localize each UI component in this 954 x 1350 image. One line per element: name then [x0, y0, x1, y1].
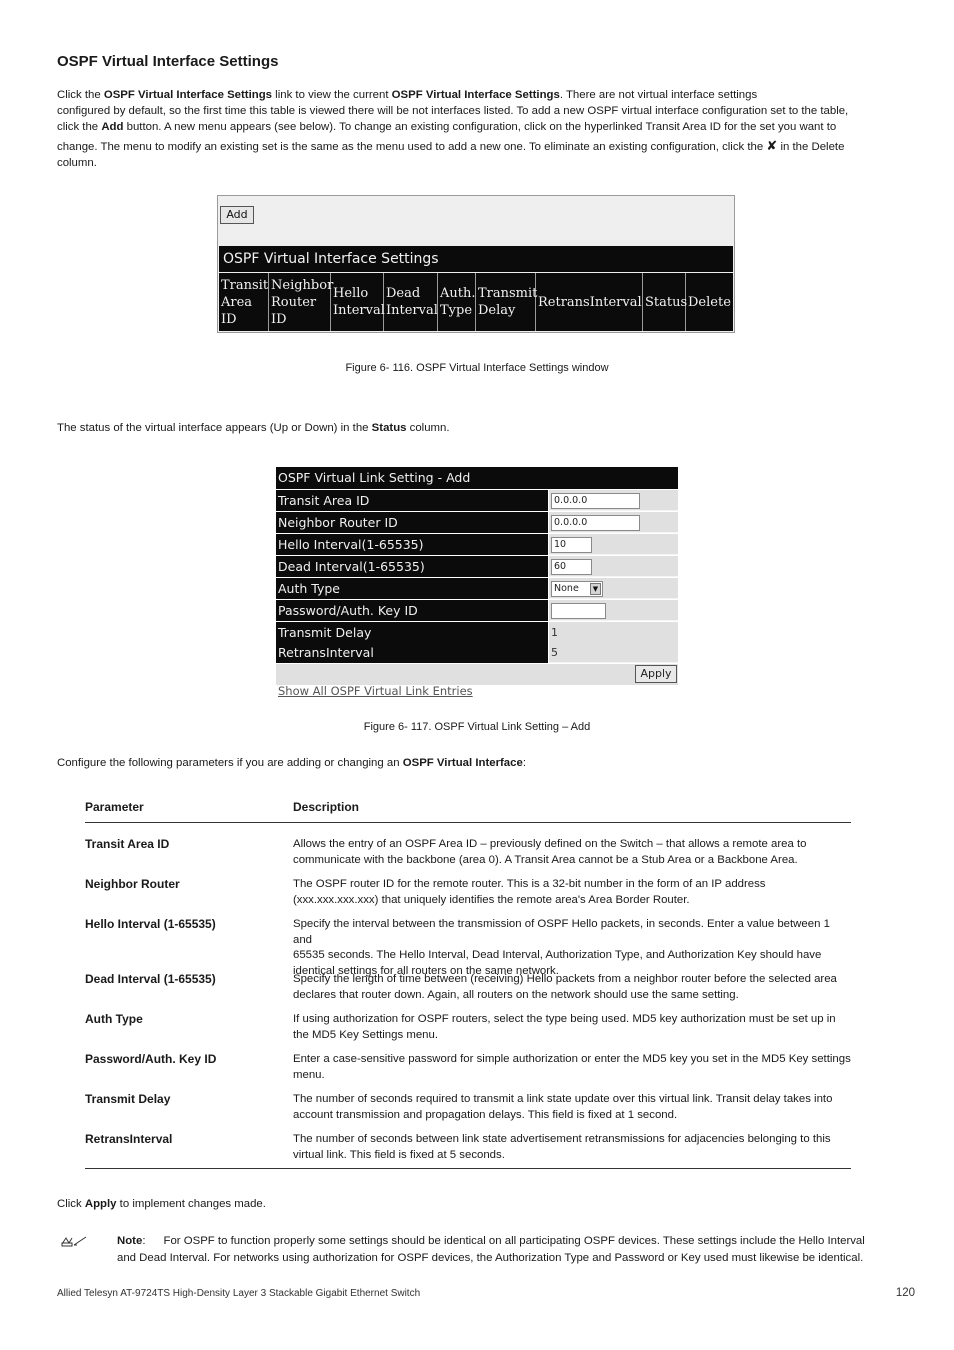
form-value-cell — [549, 490, 678, 511]
apply-button[interactable]: Apply — [635, 665, 677, 683]
param-name: Hello Interval (1-65535) — [85, 917, 216, 931]
form-title-bar: OSPF Virtual Link Setting - Add — [276, 467, 678, 489]
description-line: the MD5 Key Settings menu. — [293, 1028, 438, 1041]
table-row — [85, 837, 851, 877]
intro-bold: Add — [101, 121, 124, 133]
table-header-row — [219, 273, 733, 331]
intro-line-2: configured by default, so the first time this table is viewed there will be not interfaces listed. To add a new OSPF virtual interface configuration set to the table, — [57, 105, 849, 117]
transit-area-id-input[interactable]: 0.0.0.0 — [551, 493, 640, 509]
note-block — [117, 1233, 899, 1267]
form-label: Hello Interval(1-65535) — [276, 534, 548, 555]
apply-text: Click — [57, 1198, 85, 1210]
ospf-virtual-interface-settings-window — [217, 195, 735, 333]
param-description — [293, 837, 851, 877]
show-all-virtual-link-entries-link[interactable]: Show All OSPF Virtual Link Entries — [278, 684, 473, 698]
column-header-dead-interval: Dead Interval — [384, 273, 438, 331]
parameter-table-header — [85, 800, 851, 823]
param-description — [293, 1132, 851, 1168]
table-bottom-rule — [85, 1168, 851, 1169]
intro-text: link to view the current — [272, 89, 392, 101]
figure-caption-116: Figure 6- 116. OSPF Virtual Interface Settings window — [345, 362, 609, 374]
apply-paragraph — [57, 1196, 887, 1212]
description-line: The number of seconds between link state advertisement retransmissions for adjacencies belonging to this — [293, 1133, 831, 1145]
form-row-neighbor-router-id — [276, 512, 678, 533]
column-header-hello-interval: Hello Interval — [331, 273, 384, 331]
note-pencil-icon — [60, 1234, 88, 1248]
figure-caption-117: Figure 6- 117. OSPF Virtual Link Setting – Add — [363, 721, 591, 733]
param-description — [293, 1052, 851, 1092]
form-value-cell — [549, 512, 678, 533]
apply-bold: Apply — [84, 1198, 117, 1210]
description-line: identical settings for all routers on the same network. — [293, 964, 559, 977]
intro-line-5: column. — [57, 157, 97, 169]
window-title-bar: OSPF Virtual Interface Settings — [219, 246, 733, 272]
intro-text: . There are not virtual interface settings — [559, 89, 758, 101]
form-label: Transmit Delay — [276, 622, 548, 643]
apply-text: to implement changes made. — [116, 1198, 266, 1210]
footer-product-name: Allied Telesyn AT-9724TS High-Density Layer 3 Stackable Gigabit Ethernet Switch — [57, 1288, 421, 1299]
note-colon: : — [142, 1235, 146, 1247]
column-header-retrans-interval: RetransInterval — [536, 273, 643, 331]
status-text: The status of the virtual interface appears (Up or Down) in the — [57, 422, 372, 434]
form-label: RetransInterval — [276, 642, 548, 663]
param-name: Dead Interval (1-65535) — [85, 972, 216, 986]
form-row-auth-type — [276, 578, 678, 599]
delete-x-icon: ✘ — [766, 138, 778, 153]
table-row — [85, 917, 851, 977]
description-line: declares that router down. Again, all routers on the network should use the same setting. — [293, 988, 739, 1001]
intro-text: click the — [57, 121, 102, 133]
note-text: For OSPF to function properly some settings should be identical on all participating OSPF devices. These settings include the Hello Interval — [163, 1235, 865, 1247]
table-row — [85, 1092, 851, 1132]
form-row-retrans-interval — [276, 642, 678, 663]
configure-bold: OSPF Virtual Interface — [402, 757, 523, 769]
param-description — [293, 917, 851, 977]
param-description — [293, 877, 851, 917]
table-row — [85, 972, 851, 1012]
column-header-auth-type: Auth. Type — [438, 273, 476, 331]
param-name: Neighbor Router — [85, 877, 180, 891]
chevron-down-icon[interactable]: ▼ — [590, 583, 601, 595]
parameter-table — [85, 800, 851, 1168]
intro-line-3 — [57, 119, 887, 135]
description-line: virtual link. This field is fixed at 5 seconds. — [293, 1148, 505, 1161]
header-description: Description — [293, 800, 360, 814]
configure-paragraph — [57, 755, 887, 771]
password-auth-key-input[interactable] — [551, 603, 606, 619]
header-parameter: Parameter — [85, 800, 144, 814]
description-line: communicate with the backbone (area 0). A Transit Area cannot be a Stub Area or a Backbone Area. — [293, 853, 798, 866]
apply-row — [276, 664, 678, 685]
note-line-1 — [117, 1233, 899, 1250]
description-line: Enter a case-sensitive password for simple authorization or enter the MD5 key you set in the MD5 Key settings — [293, 1053, 851, 1065]
column-header-transit-area-id: Transit Area ID — [219, 273, 269, 331]
description-line: (xxx.xxx.xxx.xxx) that uniquely identifies the remote area's Area Border Router. — [293, 893, 690, 906]
description-line: account transmission and propagation delays. This field is fixed at 1 second. — [293, 1108, 678, 1121]
form-label: Transit Area ID — [276, 490, 548, 511]
intro-text: change. The menu to modify an existing set is the same as the menu used to add a new one. To eliminate an existing configuration, click the — [57, 141, 767, 153]
transmit-delay-value: 1 — [551, 626, 558, 639]
intro-text: button. A new menu appears (see below). To change an existing configuration, click on the hyperlinked Transit Area ID for the set you want to — [123, 121, 837, 133]
auth-type-select[interactable] — [551, 581, 603, 597]
hello-interval-input[interactable]: 10 — [551, 537, 592, 553]
form-value-cell — [549, 556, 678, 577]
form-label: Dead Interval(1-65535) — [276, 556, 548, 577]
intro-paragraph — [57, 87, 887, 171]
description-line: Specify the length of time between (receiving) Hello packets from a neighbor router before the selected area — [293, 973, 837, 985]
param-description — [293, 1012, 851, 1052]
intro-bold: OSPF Virtual Interface Settings — [391, 89, 560, 101]
description-line: The OSPF router ID for the remote router. This is a 32-bit number in the form of an IP address — [293, 878, 766, 890]
description-line: If using authorization for OSPF routers, select the type being used. MD5 key authorization must be set up in — [293, 1013, 836, 1025]
intro-line-1 — [57, 87, 887, 103]
param-name: Transmit Delay — [85, 1092, 171, 1106]
ospf-virtual-link-setting-form — [276, 467, 678, 687]
configure-text: : — [522, 757, 526, 769]
column-header-status: Status — [643, 273, 686, 331]
intro-text: Click the — [57, 89, 104, 101]
section-title: OSPF Virtual Interface Settings — [57, 53, 279, 70]
auth-type-selected-value: None — [554, 583, 579, 594]
table-row — [85, 1132, 851, 1168]
description-line: Allows the entry of an OSPF Area ID – previously defined on the Switch – that allows a remote area to — [293, 838, 807, 850]
param-description — [293, 1092, 851, 1132]
dead-interval-input[interactable]: 60 — [551, 559, 592, 575]
form-value-cell — [549, 622, 678, 643]
description-line: menu. — [293, 1068, 325, 1081]
table-row — [85, 1012, 851, 1052]
form-value-cell — [549, 578, 678, 599]
param-description — [293, 972, 851, 1012]
status-text: column. — [406, 422, 450, 434]
configure-text: Configure the following parameters if you are adding or changing an — [57, 757, 403, 769]
form-row-hello-interval — [276, 534, 678, 555]
note-label: Note — [117, 1235, 143, 1247]
status-paragraph — [57, 420, 887, 436]
form-value-cell — [549, 600, 678, 621]
intro-text: in the Delete — [777, 141, 845, 153]
form-label: Password/Auth. Key ID — [276, 600, 548, 621]
column-header-delete: Delete — [688, 294, 731, 310]
intro-bold: OSPF Virtual Interface Settings — [103, 89, 273, 101]
note-line-2: and Dead Interval. For networks using authorization for OSPF devices, the Authorization Type and Password or Key used must likewise be identical. — [117, 1252, 864, 1264]
form-row-transit-area-id — [276, 490, 678, 511]
table-row — [85, 877, 851, 917]
param-name: Auth Type — [85, 1012, 143, 1026]
form-row-password-auth-key-id — [276, 600, 678, 621]
param-name: Transit Area ID — [85, 837, 170, 851]
form-row-transmit-delay — [276, 622, 678, 643]
description-line: Specify the interval between the transmission of OSPF Hello packets, in seconds. Enter a value between 1 and — [293, 918, 830, 946]
status-bold: Status — [371, 422, 407, 434]
form-label: Neighbor Router ID — [276, 512, 548, 533]
param-name: RetransInterval — [85, 1132, 173, 1146]
form-row-dead-interval — [276, 556, 678, 577]
table-row — [85, 1052, 851, 1092]
param-name: Password/Auth. Key ID — [85, 1052, 217, 1066]
neighbor-router-id-input[interactable]: 0.0.0.0 — [551, 515, 640, 531]
description-line: 65535 seconds. The Hello Interval, Dead Interval, Authorization Type, and Authorization Key should have — [293, 949, 822, 961]
column-header-transmit-delay: Transmit Delay — [476, 273, 536, 331]
column-header-neighbor-router-id: Neighbor Router ID — [269, 273, 331, 331]
page-number: 120 — [895, 1287, 915, 1299]
description-line: The number of seconds required to transmit a link state update over this virtual link. Transit delay takes into — [293, 1093, 833, 1105]
form-value-cell — [549, 534, 678, 555]
add-button[interactable]: Add — [220, 206, 254, 224]
form-label: Auth Type — [276, 578, 548, 599]
form-value-cell — [549, 642, 678, 663]
intro-line-4 — [57, 138, 887, 155]
retrans-interval-value: 5 — [551, 646, 558, 659]
